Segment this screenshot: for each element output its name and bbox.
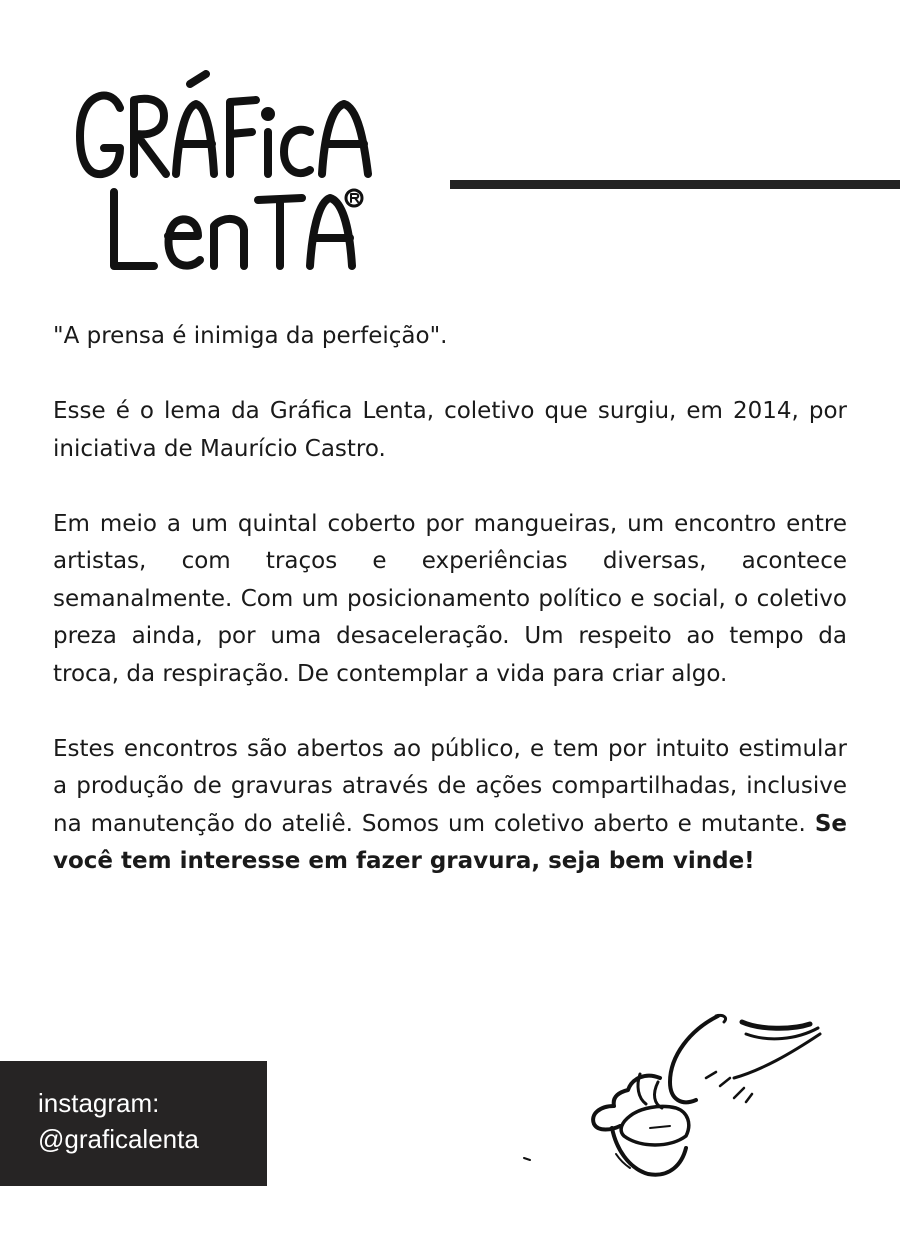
instagram-box [0, 1061, 267, 1186]
motto-paragraph: "A prensa é inimiga da perfeição". [53, 323, 448, 349]
instagram-label: instagram: [38, 1088, 160, 1118]
invitation-paragraph [53, 731, 847, 881]
grafica-lenta-logo [72, 70, 382, 280]
invitation-text: Estes encontros são abertos ao público, e tem por intuito estimular a produção de gravuras através de ações compartilhadas, inclusive na manutenção do ateliê. Somos um coletivo aberto e mutante. [53, 735, 847, 837]
instagram-handle[interactable]: @graficalenta [38, 1124, 199, 1154]
invitation-highlight: Se você tem interesse em fazer gravura, seja bem vinde! [53, 810, 847, 874]
decorative-rule [450, 180, 900, 189]
description-paragraph: Em meio a um quintal coberto por mangueiras, um encontro entre artistas, com traços e experiências diversas, acontece semanalmente. Com um posicionamento político e social, o coletivo preza ainda, por uma desaceleração. Um respeito ao tempo da troca, da respiração. De contemplar a vida para criar algo. [53, 510, 847, 687]
body-text [53, 318, 847, 881]
hand-stamp-illustration-icon [520, 1008, 825, 1183]
intro-paragraph: Esse é o lema da Gráfica Lenta, coletivo que surgiu, em 2014, por iniciativa de Maurício Castro. [53, 398, 847, 462]
